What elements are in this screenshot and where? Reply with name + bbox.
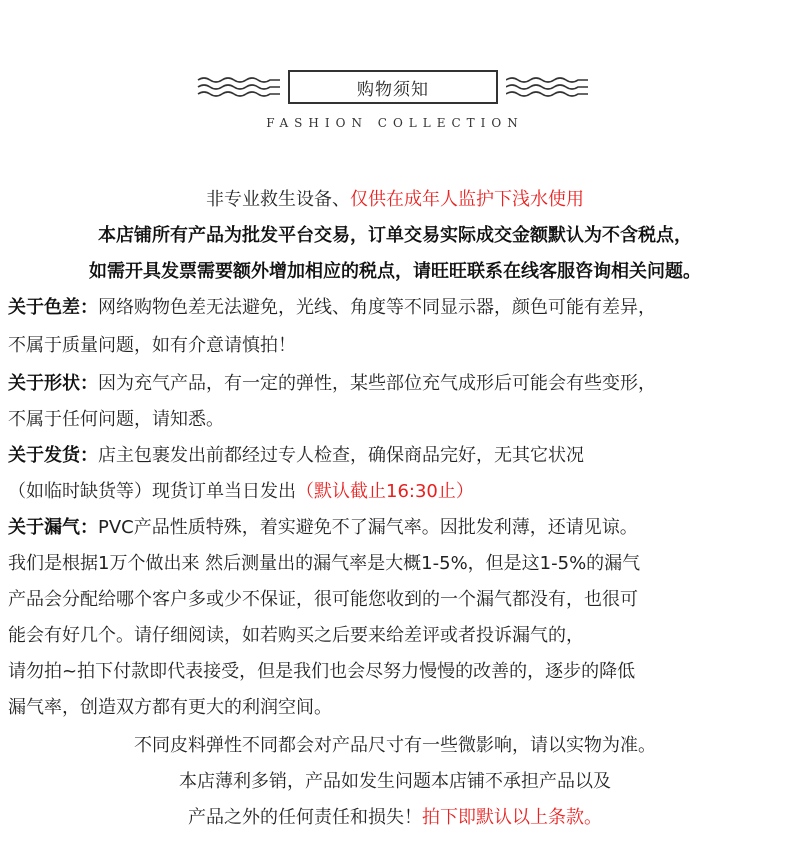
- shipping-line-2: [8, 480, 474, 504]
- shape-text: 因为充气产品，有一定的弹性，某些部位充气成形后可能会有些变形，: [98, 373, 656, 394]
- footer-line-2: 本店薄利多销，产品如发生问题本店铺不承担产品以及: [179, 771, 611, 792]
- color-line-2: 不属于质量问题，如有介意请慎拍！: [8, 335, 296, 356]
- notice-warning: 仅供在成年人监护下浅水使用: [350, 189, 584, 210]
- footer-text: 产品之外的任何责任和损失！: [188, 807, 422, 828]
- notice-line-3: 如需开具发票需要额外增加相应的税点，请旺旺联系在线客服咨询相关问题。: [89, 261, 701, 282]
- shipping-text-2: （如临时缺货等）现货订单当日发出: [8, 481, 296, 502]
- color-line-1: [8, 296, 656, 320]
- leak-text: PVC产品性质特殊，着实避免不了漏气率。因批发利薄，还请见谅。: [98, 517, 638, 538]
- shape-line-1: [8, 372, 656, 396]
- notice-text: 非专业救生设备、: [206, 189, 350, 210]
- shipping-text: 店主包裹发出前都经过专人检查，确保商品完好，无其它状况: [98, 445, 584, 466]
- color-text: 网络购物色差无法避免，光线、角度等不同显示器，颜色可能有差异，: [98, 297, 656, 318]
- footer-line-3: [0, 806, 790, 830]
- color-label: 关于色差：: [8, 297, 98, 318]
- wave-decoration-left: [196, 75, 280, 101]
- wave-decoration-right: [506, 75, 590, 101]
- footer-terms: 拍下即默认以上条款。: [422, 807, 602, 828]
- subtitle: FASHION COLLECTION: [266, 116, 524, 130]
- shape-line-2: 不属于任何问题，请知悉。: [8, 409, 224, 430]
- notice-line-2: 本店铺所有产品为批发平台交易，订单交易实际成交金额默认为不含税点，: [98, 225, 692, 246]
- leak-line-3: 产品会分配给哪个客户多或少不保证，很可能您收到的一个漏气都没有，也很可: [8, 589, 638, 610]
- leak-line-1: [8, 516, 638, 540]
- leak-line-2: 我们是根据1万个做出来 然后测量出的漏气率是大概1-5%，但是这1-5%的漏气: [8, 553, 641, 574]
- leak-line-6: 漏气率，创造双方都有更大的利润空间。: [8, 697, 332, 718]
- shipping-line-1: [8, 444, 584, 468]
- leak-line-5: 请勿拍~拍下付款即代表接受，但是我们也会尽努力慢慢的改善的，逐步的降低: [8, 661, 636, 682]
- leak-line-4: 能会有好几个。请仔细阅读，如若购买之后要来给差评或者投诉漏气的，: [8, 625, 584, 646]
- notice-line-1: [0, 188, 790, 212]
- header: [0, 0, 790, 150]
- leak-label: 关于漏气：: [8, 517, 98, 538]
- shipping-cutoff: （默认截止16:30止）: [296, 481, 474, 502]
- footer-line-1: 不同皮料弹性不同都会对产品尺寸有一些微影响，请以实物为准。: [134, 735, 656, 756]
- shipping-label: 关于发货：: [8, 445, 98, 466]
- page-title: 购物须知: [288, 70, 498, 104]
- shape-label: 关于形状：: [8, 373, 98, 394]
